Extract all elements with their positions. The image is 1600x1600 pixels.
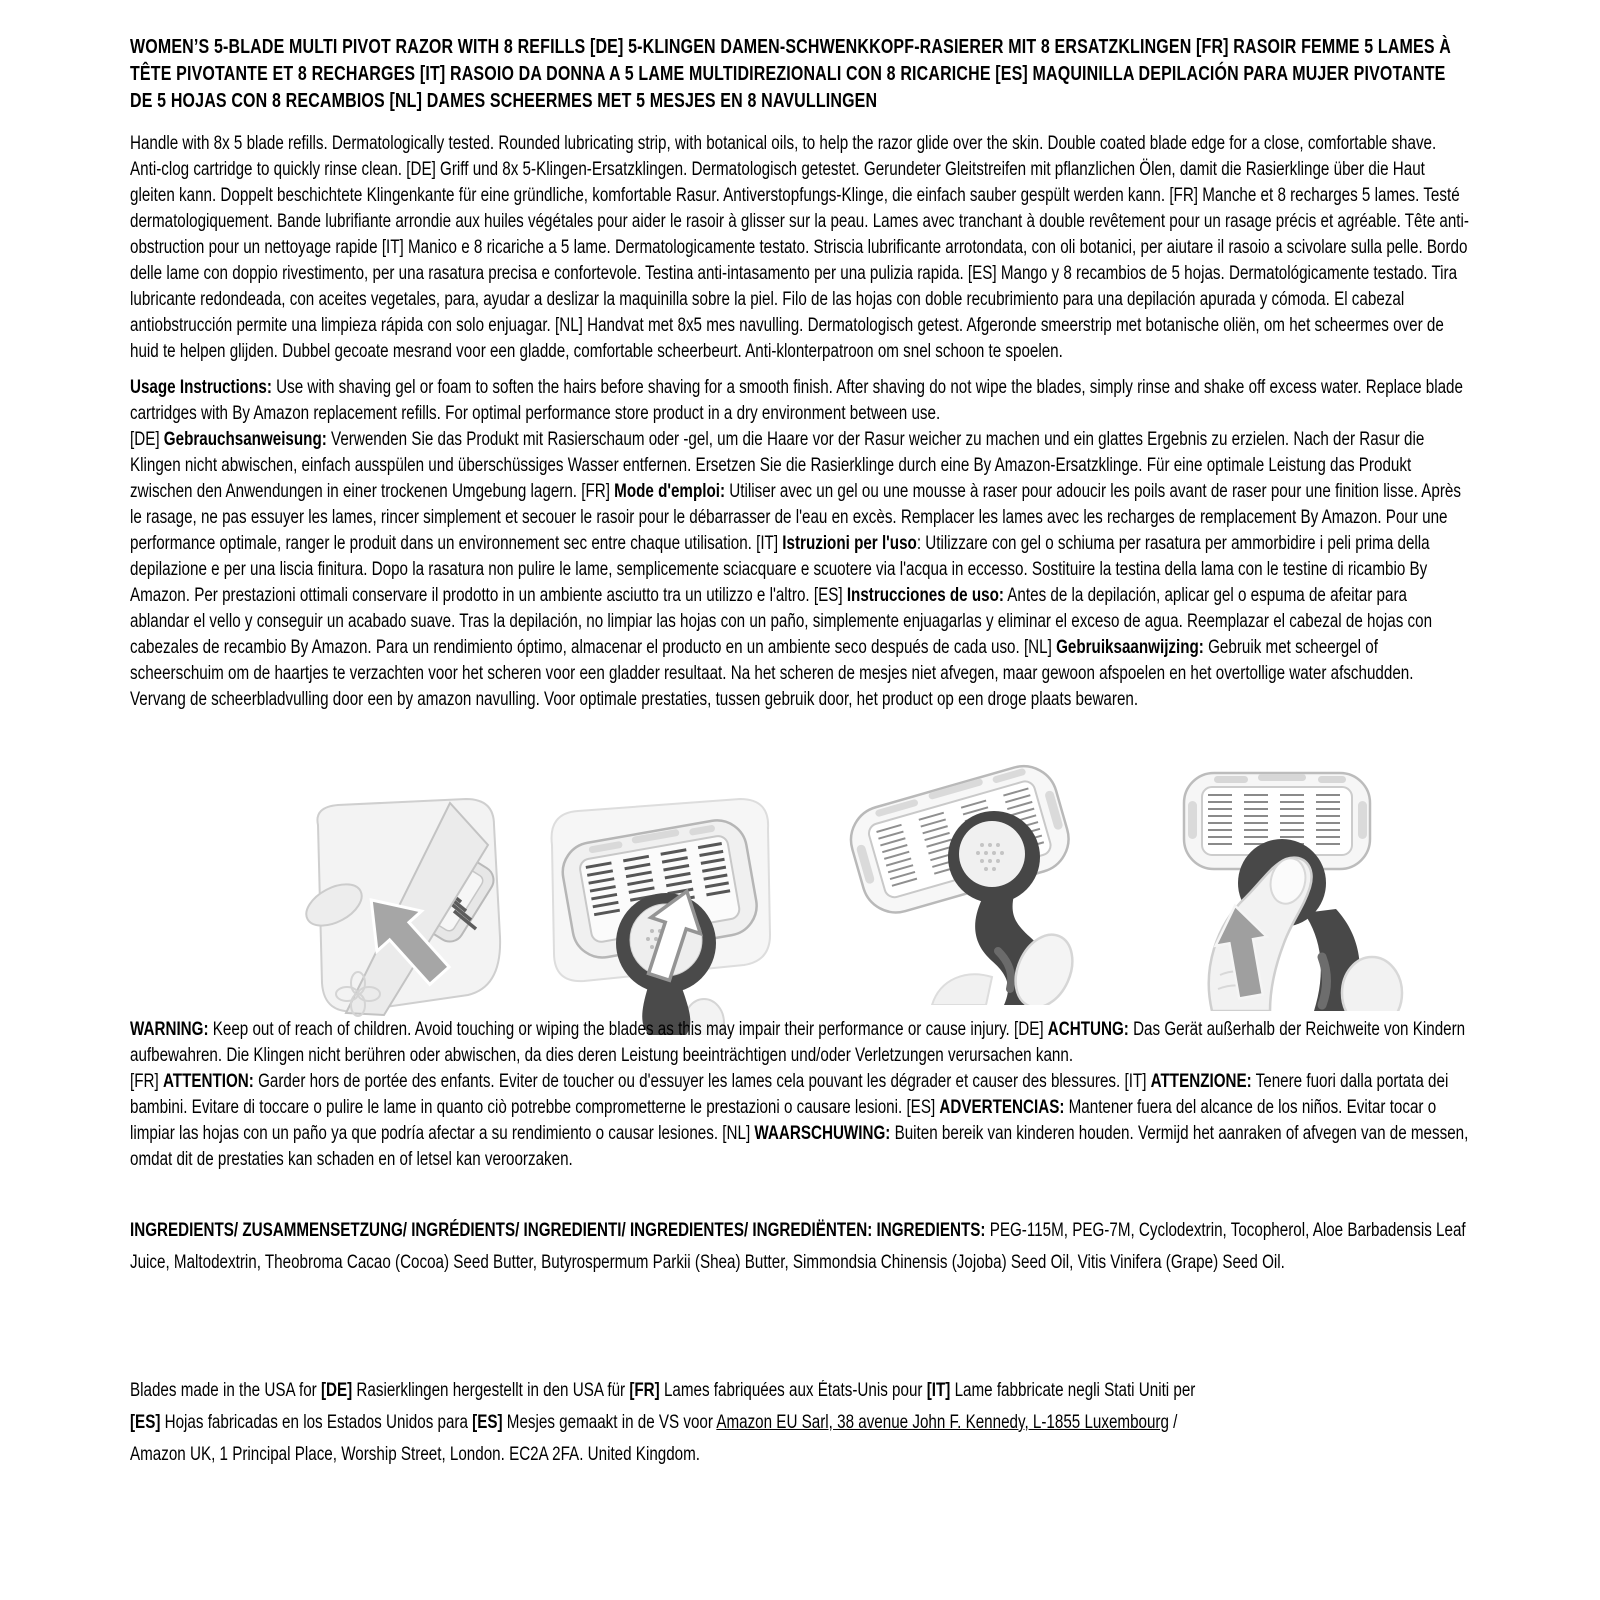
usage-instructions-paragraph: Usage Instructions: Use with shaving gel or foam to soften the hairs before shaving for a smooth finish. After shaving do not wipe the blades, simply rinse and shake off excess water. Replace blade cartridges with By Amazon replacement refills. For optimal performance store product in a dry environment between use. [DE] Gebrauchsanweisung: Verwenden Sie das Produkt mit Rasierschaum oder -gel, um die Haare vor der Rasur weicher zu machen und ein glattes Ergebnis zu erzielen. Nach der Rasur die Klingen nicht abwischen, einfach ausspülen und überschüssiges Wasser entfernen. Ersetzen Sie die Rasierklinge durch eine By Amazon-Ersatzklinge. Für eine optimale Leistung das Produkt zwischen den Anwendungen in einer trockenen Umgebung lagern. [FR] Mode d'emploi: Utiliser avec un gel ou une mousse à raser pour adoucir les poils avant de raser pour une finition lisse. Après le rasage, ne pas essuyer les lames, rincer simplement et secouer le rasoir pour le débarrasser de l'eau en excès. Remplacer les lames avec les recharges de remplacement By Amazon. Pour une performance optimale, ranger le produit dans un environnement sec entre chaque utilisation. [IT] Istruzioni per l'uso: Utilizzare con gel o schiuma per rasatura per ammorbidire i peli prima della depilazione e per una liscia finitura. Dopo la rasatura non pulire le lame, semplicemente sciacquare e scuotere via l'acqua in eccesso. Sostituire la testina della lama con le testine di ricambio By Amazon. Per prestazioni ottimali conservare il prodotto in un ambiente asciutto tra un utilizzo e l'altro. [ES] Instrucciones de uso: Antes de la depilación, aplicar gel o espuma de afeitar para ablandar el vello y conseguir un acabado suave. Tras la depilación, no limpiar las hojas con un paño, simplemente enjuagarlas y eliminar el exceso de agua. Reemplazar el cabezal de hojas con cabezales de recambio By Amazon. Para un rendimiento óptimo, almacenar el producto en un ambiente seco después de cada uso. [NL] Gebruiksaanwijzing: Gebruik met scheergel of scheerschuim om de haartjes te verzachten voor het scheren voor een gladder resultaat. Na het scheren de mesjes niet afvegen, maar gewoon afspoelen en het overtollige water afschudden. Vervang de scheerbladvulling door een by amazon navulling. Voor optimale prestaties, tussen gebruik door, het product op een droge plaats bewaren. bbox=[130, 377, 1463, 710]
description-paragraph: Handle with 8x 5 blade refills. Dermatologically tested. Rounded lubricating strip, with botanical oils, to help the razor glide over the skin. Double coated blade edge for a close, comfortable shave. Anti-clog cartridge to quickly rinse clean. [DE] Griff und 8x 5-Klingen-Ersatzklingen. Dermatologisch getestet. Gerundeter Gleitstreifen mit pflanzlichen Ölen, damit die Rasierklinge über die Haut gleiten kann. Doppelt beschichtete Klingenkante für eine gründliche, komfortable Rasur. Antiverstopfungs-Klinge, die einfach sauber gespült werden kann. [FR] Manche et 8 recharges 5 lames. Testé dermatologiquement. Bande lubrifiante arrondie aux huiles végétales pour aider le rasoir à glisser sur la peau. Lames avec tranchant à double revêtement pour un rasage précis et agréable. Tête anti-obstruction pour un nettoyage rapide [IT] Manico e 8 ricariche a 5 lame. Dermatologicamente testato. Striscia lubrificante arrotondata, con oli botanici, per aiutare il rasoio a scivolare sulla pelle. Bordo delle lame con doppio rivestimento, per una rasatura precisa e confortevole. Testina anti-intasamento per una pulizia rapida. [ES] Mango y 8 recambios de 5 hojas. Dermatológicamente testado. Tira lubricante redondeada, con aceites vegetales, para, ayudar a deslizar la maquinilla sobre la piel. Filo de las hojas con doble recubrimiento para una depilación apurada y cómoda. El cabezal antiobstrucción permite una limpieza rápida con solo enjuagar. [NL] Handvat met 8x5 mes navulling. Dermatologisch getest. Afgeronde smeerstrip met botanische oliën, om het scheermes over de huid te helpen glijden. Dubbel gecoate mesrand voor een gladde, comfortable scheerbeurt. Anti-klonterpatroon om snel schoon te spoelen. bbox=[130, 133, 1469, 362]
step4-eject-head-illustration bbox=[1136, 761, 1411, 1011]
made-in-paragraph: Blades made in the USA for [DE] Rasierklingen hergestellt in den USA für [FR] Lames fabriquées aux États-Unis pour [IT] Lame fabbricate negli Stati Uniti per [ES] Hojas fabricadas en los Estados Unidos para [ES] Mesjes gemaakt in de VS voor Amazon EU Sarl, 38 avenue John F. Kennedy, L-1855 Luxembourg / Amazon UK, 1 Principal Place, Worship Street, London. EC2A 2FA. United Kingdom. bbox=[130, 1380, 1196, 1465]
step1-peel-seal-illustration bbox=[298, 787, 518, 1017]
step2-attach-handle-illustration bbox=[544, 785, 774, 1035]
warning-paragraph: WARNING: Keep out of reach of children. Avoid touching or wiping the blades as this may impair their performance or cause injury. [DE] ACHTUNG: Das Gerät außerhalb der Reichweite von Kindern aufbewahren. Die Klingen nicht berühren oder abwischen, da dies deren Leistung beeinträchtigen und/oder Verletzungen verursachen kann. [FR] ATTENTION: Garder hors de portée des enfants. Eviter de toucher ou d'essuyer les lames cela pouvant les dégrader et causer des blessures. [IT] ATTENZIONE: Tenere fuori dalla portata dei bambini. Evitare di toccare o pulire le lame in quanto ciò potrebbe comprometterne le prestazioni o causare lesioni. [ES] ADVERTENCIAS: Mantener fuera del alcance de los niños. Evitar tocar o limpiar las hojas con un paño ya que podría afectar a su rendimiento o causar lesiones. [NL] WAARSCHUWING: Buiten bereik van kinderen houden. Vermijd het aanraken of afvegen van de messen, omdat dit de prestaties kan schaden en of letsel kan veroorzaken. bbox=[130, 1019, 1469, 1170]
step3-lift-refill-illustration bbox=[836, 755, 1126, 1005]
ingredients-paragraph: INGREDIENTS/ ZUSAMMENSETZUNG/ INGRÉDIENTS/ INGREDIENTI/ INGREDIENTES/ INGREDIËNTEN: INGREDIENTS: PEG-115M, PEG-7M, Cyclodextrin, Tocopherol, Aloe Barbadensis Leaf Juice, Maltodextrin, Theobroma Cacao (Cocoa) Seed Butter, Butyrospermum Parkii (Shea) Butter, Simmondsia Chinensis (Jojoba) Seed Oil, Vitis Vinifera (Grape) Seed Oil. bbox=[130, 1220, 1466, 1273]
product-title: WOMEN’S 5-BLADE MULTI PIVOT RAZOR WITH 8 REFILLS [DE] 5-KLINGEN DAMEN-SCHWENKKOPF-RASIERER MIT 8 ERSATZKLINGEN [FR] RASOIR FEMME 5 LAMES À TÊTE PIVOTANTE ET 8 RECHARGES [IT] RASOIO DA DONNA A 5 LAME MULTIDIREZIONALI CON 8 RICARICHE [ES] MAQUINILLA DEPILACIÓN PARA MUJER PIVOTANTE DE 5 HOJAS CON 8 RECAMBIOS [NL] DAMES SCHEERMES MET 5 MESJES EN 8 NAVULLINGEN bbox=[130, 36, 1452, 112]
refill-instruction-figures bbox=[130, 739, 1470, 1005]
